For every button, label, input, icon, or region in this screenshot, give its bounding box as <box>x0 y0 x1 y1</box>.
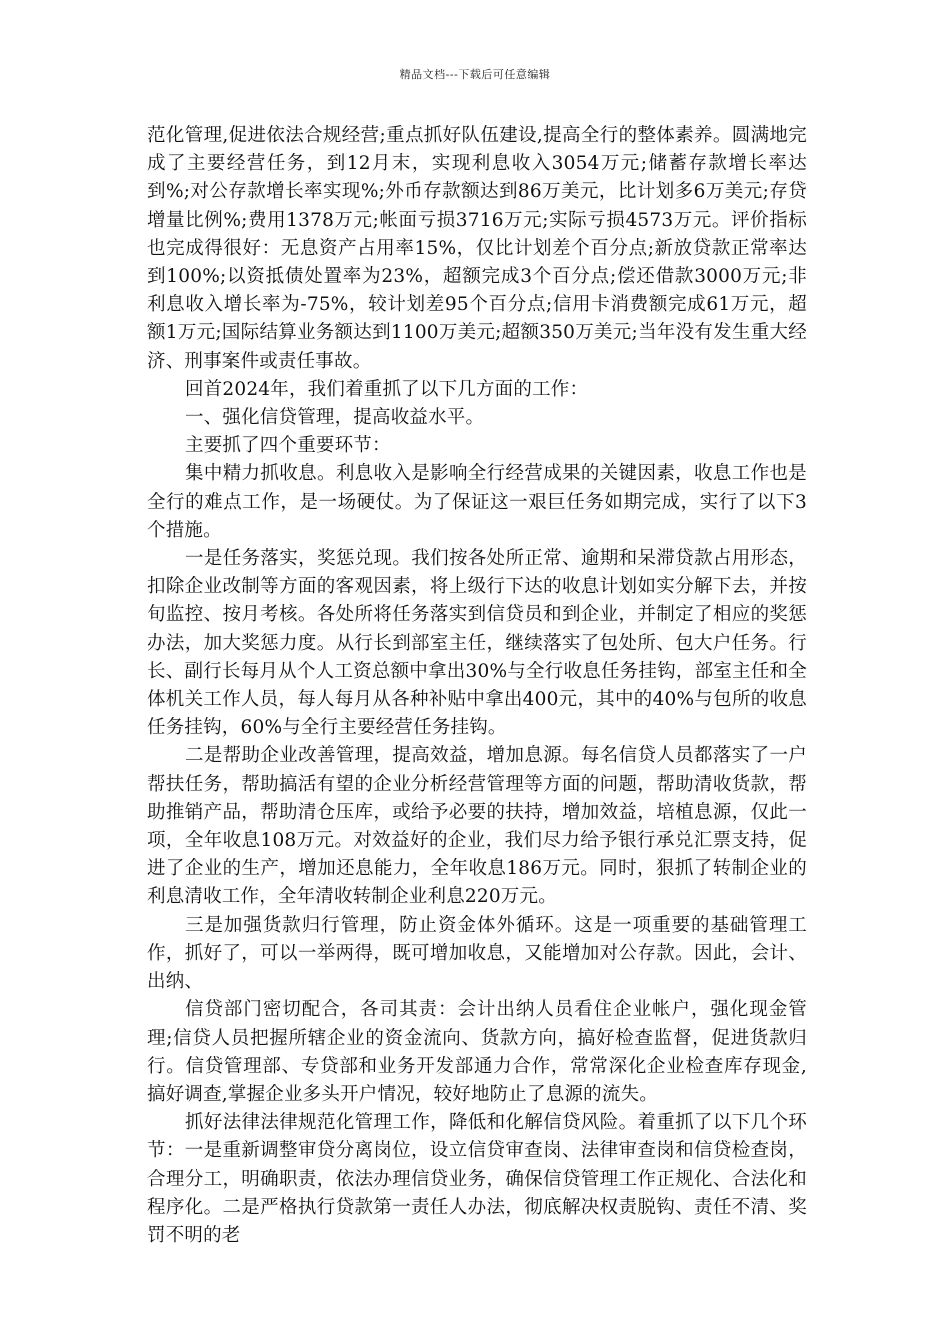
paragraph-10: 抓好法律法律规范化管理工作，降低和化解信贷风险。着重抓了以下几个环节：一是重新调整审贷分离岗位，设立信贷审查岗、法律审查岗和信贷检查岗，合理分工，明确职责，依法办理信贷业务，确保信贷管理工作正规化、合法化和程序化。二是严格执行贷款第一责任人办法，彻底解决权责脱钩、责任不清、奖罚不明的老 <box>147 1112 807 1246</box>
document-body <box>147 122 807 1250</box>
section-heading: 一、强化信贷管理，提高收益水平。 <box>185 407 485 429</box>
paragraph-2: 回首2024年，我们着重抓了以下几方面的工作： <box>185 378 589 400</box>
paragraph-7: 二是帮助企业改善管理，提高效益，增加息源。每名信贷人员都落实了一户帮扶任务，帮助搞活有望的企业分析经营管理等方面的问题，帮助清收货款，帮助推销产品，帮助清仓压库，或给予必要的扶持，增加效益，培植息源，仅此一项，全年收息108万元。对效益好的企业，我们尽力给予银行承兑汇票支持，促进了企业的生产，增加还息能力，全年收息186万元。同时，狠抓了转制企业的利息清收工作，全年清收转制企业利息220万元。 <box>147 745 807 908</box>
paragraph-9: 信贷部门密切配合，各司其责：会计出纳人员看住企业帐户，强化现金管理;信贷人员把握所辖企业的资金流向、货款方向，搞好检查监督，促进货款归行。信贷管理部、专贷部和业务开发部通力合作，常常深化企业检查库存现金,搞好调查,掌握企业多头开户情况，较好地防止了息源的流失。 <box>147 999 807 1105</box>
paragraph-8: 三是加强货款归行管理，防止资金体外循环。这是一项重要的基础管理工作，抓好了，可以一举两得，既可增加收息，又能增加对公存款。因此，会计、出纳、 <box>147 914 807 993</box>
page-header: 精品文档---下载后可任意编辑 <box>399 68 551 81</box>
paragraph-4: 主要抓了四个重要环节： <box>185 435 391 457</box>
paragraph-5: 集中精力抓收息。利息收入是影响全行经营成果的关键因素，收息工作也是全行的难点工作，是一场硬仗。为了保证这一艰巨任务如期完成，实行了以下3个措施。 <box>147 463 807 541</box>
paragraph-6: 一是任务落实，奖惩兑现。我们按各处所正常、逾期和呆滞贷款占用形态，扣除企业改制等方面的客观因素，将上级行下达的收息计划如实分解下去，并按旬监控、按月考核。各处所将任务落实到信贷员和到企业，并制定了相应的奖惩办法，加大奖惩力度。从行长到部室主任，继续落实了包处所、包大户任务。行长、副行长每月从个人工资总额中拿出30%与全行收息任务挂钩，部室主任和全体机关工作人员，每人每月从各种补贴中拿出400元，其中的40%与包所的收息任务挂钩，60%与全行主要经营任务挂钩。 <box>147 548 807 739</box>
paragraph-1: 范化管理,促进依法合规经营;重点抓好队伍建设,提高全行的整体素养。圆满地完成了主要经营任务，到12月末，实现利息收入3054万元;储蓄存款增长率达到%;对公存款增长率实现%;外币存款额达到86万美元，比计划多6万美元;存贷增量比例%;费用1378万元;帐面亏损3716万元;实际亏损4573万元。评价指标也完成得很好：无息资产占用率15%，仅比计划差个百分点;新放贷款正常率达到100%;以资抵债处置率为23%，超额完成3个百分点;偿还借款3000万元;非利息收入增长率为-75%，较计划差95个百分点;信用卡消费额完成61万元，超额1万元;国际结算业务额达到1100万美元;超额350万美元;当年没有发生重大经济、刑事案件或责任事故。 <box>147 125 807 372</box>
